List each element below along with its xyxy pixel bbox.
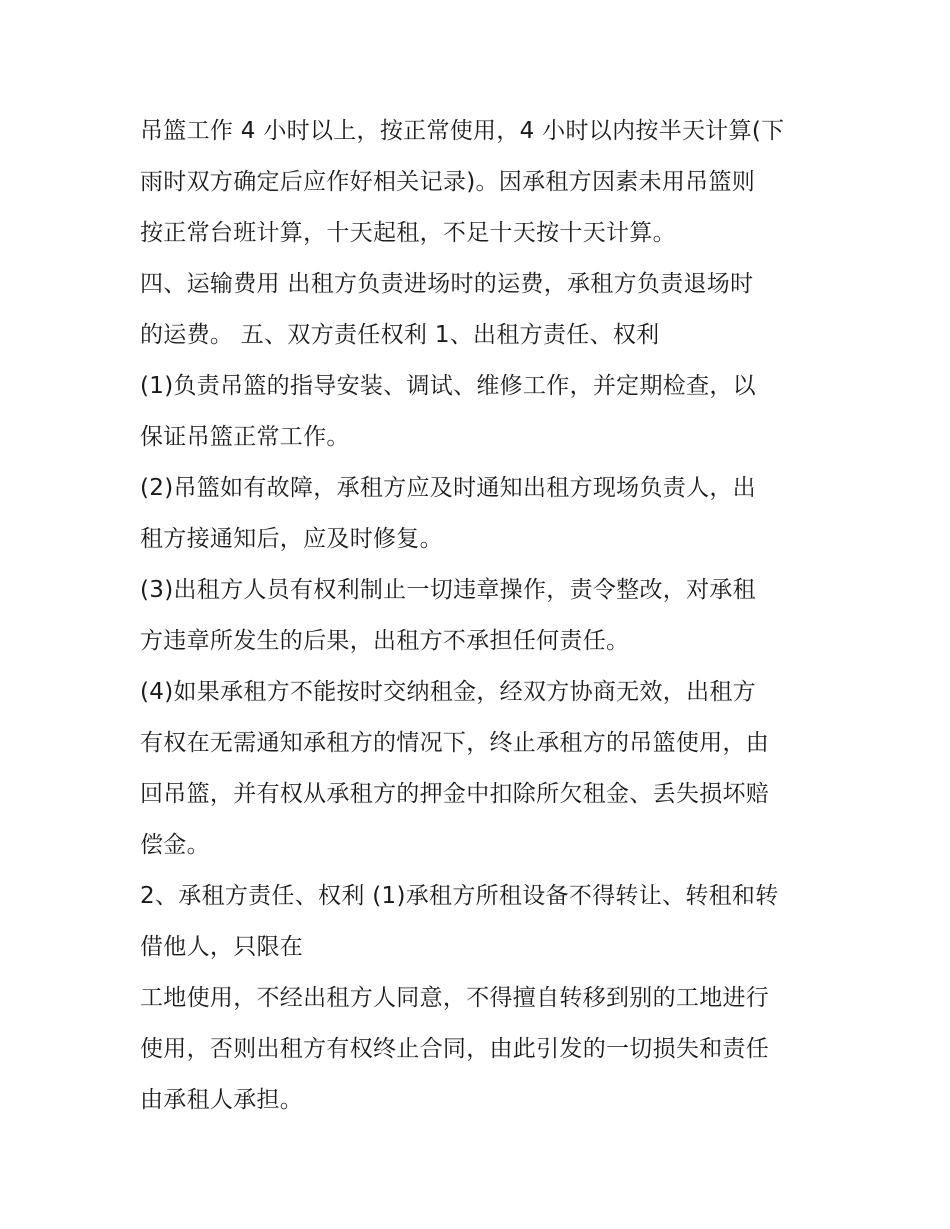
text-line: 吊篮工作 4 小时以上，按正常使用，4 小时以内按半天计算(下 [140, 118, 785, 144]
text-line: 使用，否则出租方有权终止合同，由此引发的一切损失和责任 [140, 1036, 770, 1062]
text-line: 由承租人承担。 [140, 1087, 304, 1113]
text-line: (2)吊篮如有故障，承租方应及时通知出租方现场负责人，出 [140, 475, 756, 501]
text-line: 保证吊篮正常工作。 [140, 424, 350, 450]
text-line: 租方接通知后，应及时修复。 [140, 526, 443, 552]
text-line: 偿金。 [140, 832, 210, 858]
text-line: (1)负责吊篮的指导安装、调试、维修工作，并定期检查，以 [140, 373, 756, 399]
text-line: 有权在无需通知承租方的情况下，终止承租方的吊篮使用，由 [140, 730, 770, 756]
text-line: (3)出租方人员有权利制止一切违章操作，责令整改，对承租 [140, 577, 756, 603]
text-line: 按正常台班计算，十天起租，不足十天按十天计算。 [140, 220, 676, 246]
text-line: 方违章所发生的后果，出租方不承担任何责任。 [140, 628, 630, 654]
text-line: 工地使用，不经出租方人同意，不得擅自转移到别的工地进行 [140, 985, 770, 1011]
text-line: (4)如果承租方不能按时交纳租金，经双方协商无效，出租方 [140, 679, 756, 705]
text-line: 雨时双方确定后应作好相关记录)。因承租方因素未用吊篮则 [140, 169, 756, 195]
document-body [140, 106, 820, 1126]
text-line: 四、运输费用 出租方负责进场时的运费，承租方负责退场时 [140, 271, 754, 297]
text-line: 借他人，只限在 [140, 934, 304, 960]
text-line: 回吊篮，并有权从承租方的押金中扣除所欠租金、丢失损坏赔 [140, 781, 770, 807]
text-line: 的运费。 五、双方责任权利 1、出租方责任、权利 [140, 322, 660, 348]
text-line: 2、承租方责任、权利 (1)承租方所租设备不得转让、转租和转 [140, 883, 779, 909]
